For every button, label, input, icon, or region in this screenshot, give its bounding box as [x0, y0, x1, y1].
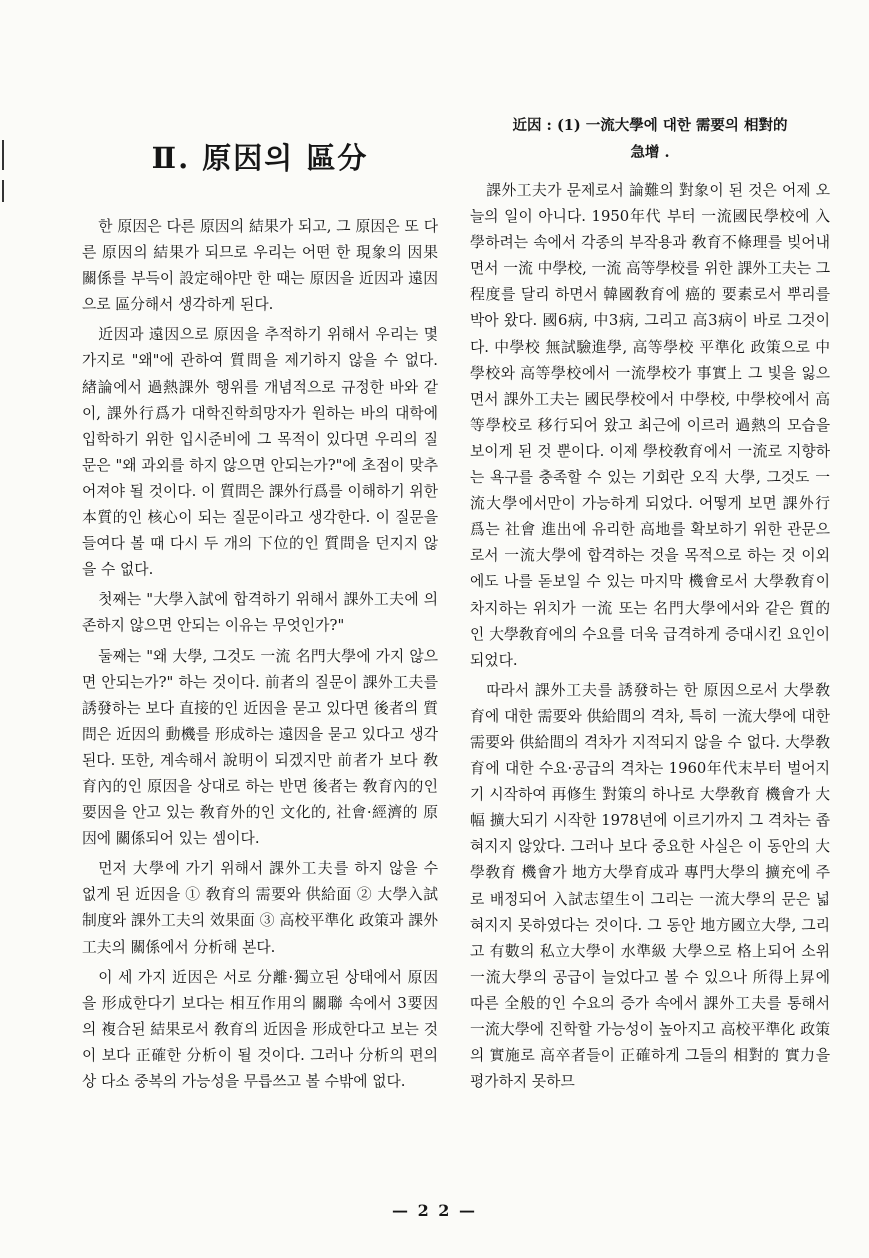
paragraph: 먼저 大學에 가기 위해서 課外工夫를 하지 않을 수 없게 된 近因을 ① 敎育의 需要와 供給面 ② 大學入試制度와 課外工夫의 效果面 ③ 高校平準化 政策과 課外工夫의 關係에서 分析해 본다.	[82, 860, 438, 956]
section-heading-line: 近因 : (1) 一流大學에 대한 需要의 相對的	[512, 117, 788, 134]
section-heading-line: 急增 .	[630, 144, 670, 161]
edge-mark	[2, 140, 4, 170]
paragraph: 한 原因은 다른 原因의 結果가 되고, 그 原因은 또 다른 原因의 結果가 되므로 우리는 어떤 한 現象의 因果關係를 부득이 設定해야만 한 때는 原因을 近因과 遠因으로 區分해서 생각하게 된다.	[82, 218, 438, 314]
paragraph: 課外工夫가 문제로서 論難의 對象이 된 것은 어제 오늘의 일이 아니다. 1950年代 부터 一流國民學校에 入學하려는 속에서 각종의 부작용과 敎育不條理를 빚어내면서 一流 中學校, 一流 高等學校를 위한 課外工夫는 그 程度를 달리 하면서 韓國敎育에 癌的 要素로서 뿌리를 박아 왔다. 國6病, 中3病, 그리고 高3病이 바로 그것이다. 中學校 無試驗進學, 高等學校 平準化 政策으로 中學校와 高等學校에서 一流學校가 事實上 그 빛을 잃으면서 課外工夫는 國民學校에서 中學校, 中學校에서 高等學校로 移行되어 왔고 최근에 이르러 過熱의 모습을 보이게 된 것 뿐이다. 이제 學校敎育에서 一流로 지향하는 욕구를 충족할 수 있는 기회란 오직 大學, 그것도 一流大學에서만이 가능하게 되었다. 어떻게 보면 課外行爲는 社會 進出에 유리한 高地를 확보하기 위한 관문으로서 一流大學에 합격하는 것을 목적으로 하는 것 이외에도 나를 돋보일 수 있는 마지막 機會로서 大學敎育이 차지하는 위치가 一流 또는 名門大學에서와 같은 質的인 大學敎育에의 수요를 더욱 급격하게 증대시킨 요인이 되었다.	[470, 182, 830, 669]
left-body	[82, 214, 438, 1099]
paragraph: 近因과 遠因으로 原因을 추적하기 위해서 우리는 몇 가지로 "왜"에 관하여 質問을 제기하지 않을 수 없다. 緖論에서 過熱課外 행위를 개념적으로 규정한 바와 같이, 課外行爲가 대학진학희망자가 원하는 바의 대학에 입학하기 위한 입시준비에 그 목적이 있다면 우리의 질문은 "왜 과외를 하지 않으면 안되는가?"에 초점이 맞추어져야 될 것이다. 이 質問은 課外行爲를 이해하기 위한 本質的인 核心이 되는 질문이라고 생각한다. 이 질문을 들여다 볼 때 다시 두 개의 下位的인 質問을 던지지 않을 수 없다.	[82, 326, 438, 579]
edge-mark	[2, 180, 4, 202]
paragraph: 둘째는 "왜 大學, 그것도 一流 名門大學에 가지 않으면 안되는가?" 하는 것이다. 前者의 질문이 課外工夫를 誘發하는 보다 直接的인 近因을 묻고 있다면 後者의 質問은 近因의 動機를 形成하는 遠因을 묻고 있다고 생각된다. 또한, 계속해서 說明이 되겠지만 前者가 보다 敎育內的인 原因을 상대로 하는 반면 後者는 敎育內的인 要因을 안고 있는 敎育外的인 文化的, 社會·經濟的 原因에 關係되어 있는 셈이다.	[82, 647, 438, 848]
paragraph: 따라서 課外工夫를 誘發하는 한 原因으로서 大學敎育에 대한 需要와 供給間의 격차, 특히 一流大學에 대한 需要와 供給間의 격차가 지적되지 않을 수 없다. 大學敎育에 대한 수요·공급의 격차는 1960年代末부터 벌어지기 시작하여 再修生 對策의 하나로 大學敎育 機會가 大幅 擴大되기 시작한 1978년에 이르기까지 그 격차는 좁혀지지 않았다. 그러나 보다 중요한 사실은 이 동안의 大學敎育 機會가 地方大學育成과 專門大學의 擴充에 주로 배정되어 入試志望生이 그리는 一流大學의 문은 넓혀지지 못하였다는 것이다. 그 동안 地方國立大學, 그리고 有數의 私立大學이 水準級 大學으로 格上되어 소위 一流大學의 공급이 늘었다고 볼 수 있으나 所得上昇에 따른 全般的인 수요의 증가 속에서 課外工夫를 통해서 一流大學에 진학할 가능성이 높아지고 高校平準化 政策의 實施로 高卒者들이 正確하게 그들의 相對的 實力을 평가하지 못하므	[470, 681, 830, 1091]
chapter-title: Ⅱ. 原因의 區分	[151, 141, 369, 175]
section-heading	[470, 112, 830, 166]
right-body	[470, 178, 830, 1099]
page-number: — 2 2 —	[392, 1201, 477, 1220]
paragraph: 이 세 가지 近因은 서로 分離·獨立된 상태에서 原因을 形成한다기 보다는 相互作用의 關聯 속에서 3要因의 複合된 結果로서 敎育의 近因을 形成한다고 보는 것이 보다 正確한 分析이 될 것이다. 그러나 分析의 편의상 다소 중복의 가능성을 무릅쓰고 볼 수밖에 없다.	[82, 968, 438, 1090]
paragraph: 첫째는 "大學入試에 합격하기 위해서 課外工夫에 의존하지 않으면 안되는 이유는 무엇인가?"	[82, 591, 438, 635]
